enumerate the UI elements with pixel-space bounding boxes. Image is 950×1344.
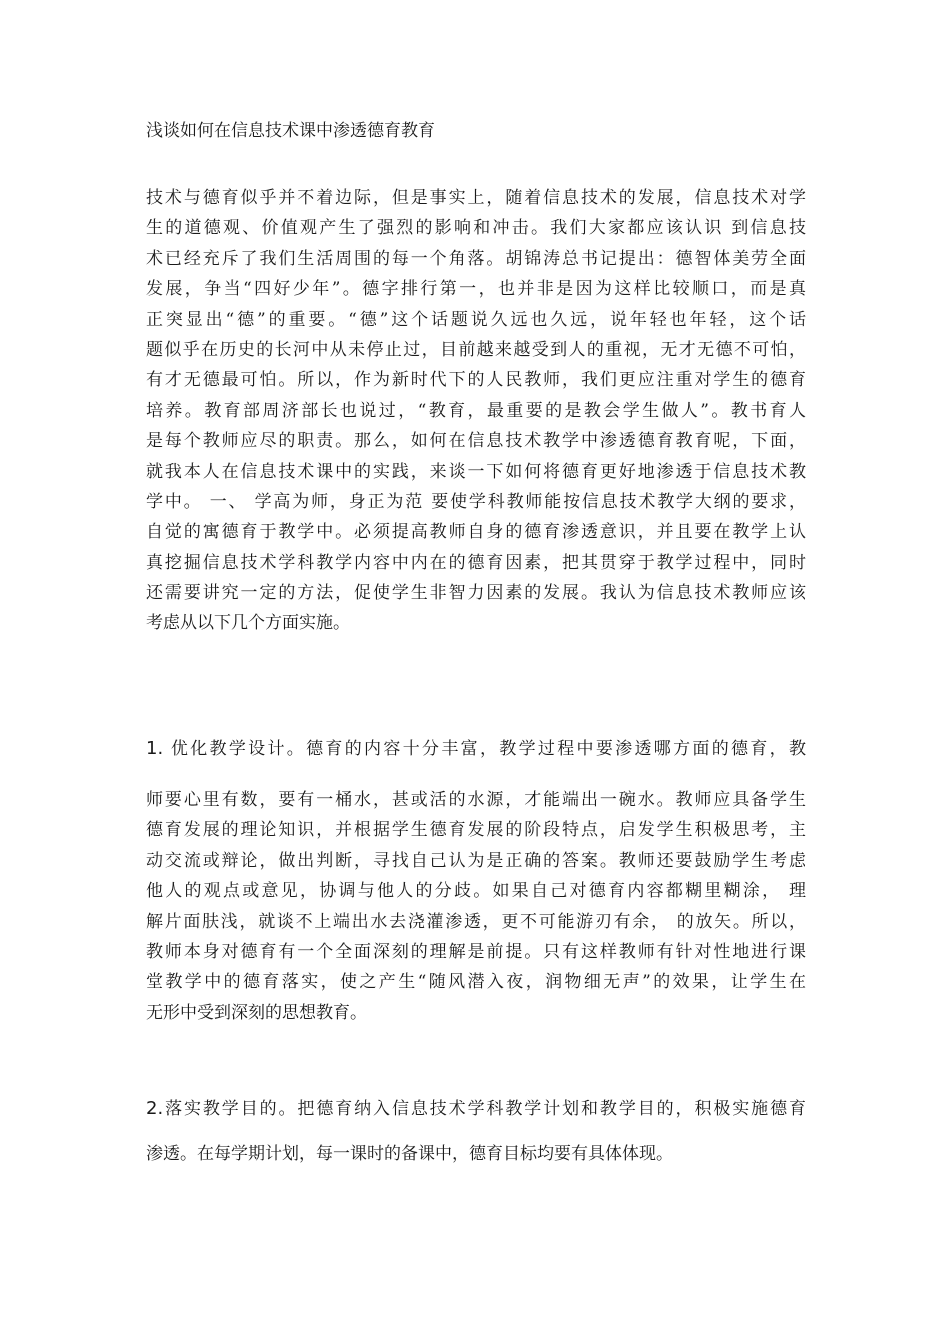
intro-line: 发展，争当“四好少年”。德字排行第一，也并非是因为这样比较顺口，而是真 xyxy=(146,279,806,300)
section-1-line: 师要心里有数，要有一桶水，甚或活的水源，才能端出一碗水。教师应具备学生 xyxy=(146,790,806,810)
intro-line: 还需要讲究一定的方法，促使学生非智力因素的发展。我认为信息技术教师应该 xyxy=(146,583,806,604)
intro-line: 培养。教育部周济部长也说过，“教育，最重要的是教会学生做人”。教书育人 xyxy=(146,400,806,421)
intro-paragraph xyxy=(146,183,806,639)
section-1-paragraph xyxy=(146,785,806,1028)
section-2-number: 2. xyxy=(146,1098,164,1119)
document-title: 浅谈如何在信息技术课中渗透德育教育 xyxy=(146,121,435,141)
section-1-line: 教师本身对德育有一个全面深刻的理解是前提。只有这样教师有针对性地进行课 xyxy=(146,941,806,962)
section-2-second-line: 渗透。在每学期计划，每一课时的备课中，德育目标均要有具体体现。 xyxy=(146,1144,673,1164)
section-2-first-text: 落实教学目的。把德育纳入信息技术学科教学计划和教学目的，积极实施德育 xyxy=(163,1099,806,1119)
section-2-first-line xyxy=(146,1094,806,1124)
section-1-line: 堂教学中的德育落实，使之产生“随风潜入夜，润物细无声”的效果，让学生在 xyxy=(146,972,806,993)
section-1-line: 解片面肤浅，就谈不上端出水去浇灌渗透，更不可能游刃有余， 的放矢。所以， xyxy=(146,911,806,932)
section-1-first-line xyxy=(146,734,806,764)
intro-line: 正突显出“德”的重要。“德”这个话题说久远也久远，说年轻也年轻，这个话 xyxy=(146,309,806,330)
section-1-line: 德育发展的理论知识，并根据学生德育发展的阶段特点，启发学生积极思考，主 xyxy=(146,820,806,841)
intro-line: 生的道德观、价值观产生了强烈的影响和冲击。我们大家都应该认识 到信息技 xyxy=(146,218,806,239)
intro-line: 真挖掘信息技术学科教学内容中内在的德育因素，把其贯穿于教学过程中，同时 xyxy=(146,552,806,573)
section-1-first-text: 优化教学设计。德育的内容十分丰富，教学过程中要渗透哪方面的德育，教 xyxy=(163,739,806,759)
intro-line: 就我本人在信息技术课中的实践，来谈一下如何将德育更好地渗透于信息技术教 xyxy=(146,461,806,482)
section-1-line: 他人的观点或意见，协调与他人的分歧。如果自己对德育内容都糊里糊涂， 理 xyxy=(146,881,806,902)
intro-line: 技术与德育似乎并不着边际，但是事实上，随着信息技术的发展，信息技术对学 xyxy=(146,188,806,208)
intro-line: 术已经充斥了我们生活周围的每一个角落。胡锦涛总书记提出：德智体美劳全面 xyxy=(146,248,806,269)
intro-line: 考虑从以下几个方面实施。 xyxy=(146,613,350,634)
section-2-heading-line xyxy=(146,1094,806,1124)
section-1-number: 1. xyxy=(146,738,164,759)
intro-line: 自觉的寓德育于教学中。必须提高教师自身的德育渗透意识，并且要在教学上认 xyxy=(146,522,806,543)
intro-line: 有才无德最可怕。所以，作为新时代下的人民教师，我们更应注重对学生的德育 xyxy=(146,370,806,391)
intro-line: 是每个教师应尽的职责。那么，如何在信息技术教学中渗透德育教育呢，下面， xyxy=(146,431,806,452)
section-2-paragraph xyxy=(146,1139,806,1169)
section-1-line: 动交流或辩论，做出判断，寻找自己认为是正确的答案。教师还要鼓励学生考虑 xyxy=(146,850,806,871)
intro-line: 学中。 一、 学高为师，身正为范 要使学科教师能按信息技术教学大纲的要求， xyxy=(146,491,806,512)
intro-line: 题似乎在历史的长河中从未停止过，目前越来越受到人的重视，无才无德不可怕， xyxy=(146,339,806,360)
section-1-line: 无形中受到深刻的思想教育。 xyxy=(146,1002,367,1023)
section-1-heading-line xyxy=(146,734,806,764)
